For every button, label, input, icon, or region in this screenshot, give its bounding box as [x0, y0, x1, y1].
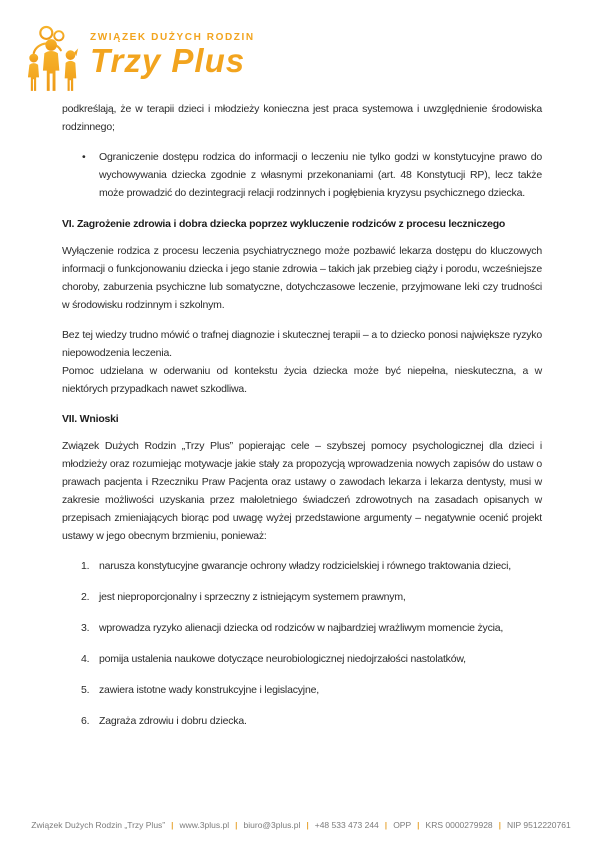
footer-email: biuro@3plus.pl [243, 820, 301, 830]
footer-nip: NIP 9512220761 [507, 820, 571, 830]
bullet-text: Ograniczenie dostępu rodzica do informacji o leczeniu nie tylko godzi w konstytucyjne prawo do wychowywania dziecka zgodnie z własnymi przekonaniami (art. 48 Konstytucji RP), lecz także może prowadzić do dezintegracji relacji rodzinnych i pogłębienia kryzysu psychicznego dziecka. [99, 151, 542, 199]
conclusion-item [62, 681, 542, 699]
footer [0, 820, 602, 830]
footer-separator: | [384, 820, 388, 830]
footer-separator: | [498, 820, 502, 830]
conclusion-number: 6. [81, 715, 90, 727]
logo-brand-name: Trzy Plus [90, 42, 246, 79]
family-silhouette-icon [26, 24, 84, 94]
logo-org-name: ZWIĄZEK DUŻYCH RODZIN [90, 32, 255, 43]
letter-body [62, 100, 542, 743]
conclusion-item [62, 557, 542, 575]
footer-phone: +48 533 473 244 [314, 820, 379, 830]
footer-separator: | [417, 820, 420, 830]
conclusion-text: pomija ustalenia naukowe dotyczące neurobiologicznej niedojrzałości nastolatków, [99, 653, 466, 665]
paragraph-exclusion: Wyłączenie rodzica z procesu leczenia psychiatrycznego może pozbawić lekarza dostępu do kluczowych informacji o funkcjonowaniu dziecka i jego stanie zdrowia – takich jak przebieg ciąży i porodu, wcześniejsze choroby, zaburzenia psychiczne lub somatyczne, dotychczasowe leczenie, przyjmowane leki czy trudności w środowisku rodzinnym i szkolnym. [62, 245, 542, 311]
conclusion-text: zawiera istotne wady konstrukcyjne i legislacyjne, [99, 684, 319, 696]
bullet-item [62, 148, 542, 202]
footer-separator: | [171, 820, 174, 830]
conclusion-text: Zagraża zdrowiu i dobru dziecka. [99, 715, 247, 727]
logo [26, 24, 255, 94]
conclusions-list [62, 557, 542, 730]
footer-opp: OPP [393, 820, 412, 830]
logo-text [90, 24, 255, 79]
conclusion-item [62, 650, 542, 668]
conclusion-number: 2. [81, 591, 90, 603]
conclusion-number: 3. [81, 622, 90, 634]
paragraph-diagnosis: Bez tej wiedzy trudno mówić o trafnej diagnozie i skutecznej terapii – a to dziecko ponosi największe ryzyko niepowodzenia leczenia. [62, 329, 542, 359]
footer-website: www.3plus.pl [179, 820, 230, 830]
conclusion-item [62, 619, 542, 637]
footer-krs: KRS 0000279928 [425, 820, 493, 830]
conclusion-item [62, 588, 542, 606]
conclusion-number: 4. [81, 653, 90, 665]
paragraph-help: Pomoc udzielana w oderwaniu od kontekstu życia dziecka może być niepełna, nieskuteczna, a w niektórych przypadkach nawet szkodliwa. [62, 365, 542, 395]
section-vii-heading: VII. Wnioski [62, 413, 119, 425]
conclusion-text: wprowadza ryzyko alienacji dziecka od rodziców w najbardziej wrażliwym momencie życia, [99, 622, 504, 634]
footer-org-name: Związek Dużych Rodzin „Trzy Plus” [31, 820, 166, 830]
conclusion-number: 5. [81, 684, 90, 696]
conclusion-text: narusza konstytucyjne gwarancje ochrony władzy rodzicielskiej i równego traktowania dzieci, [99, 560, 511, 572]
footer-separator: | [306, 820, 309, 830]
section-vi-heading: VI. Zagrożenie zdrowia i dobra dziecka poprzez wykluczenie rodziców z procesu leczniczego [62, 218, 506, 230]
conclusion-item [62, 712, 542, 730]
bullet-glyph: • [82, 151, 86, 163]
conclusions-intro-paragraph: Związek Dużych Rodzin „Trzy Plus” popierając cele – szybszej pomocy psychologicznej dla dzieci i młodzieży oraz rozumiejąc motywacje jakie stały za propozycją wprowadzenia nowych zapisów do ustaw o prawach pacjenta i Rzeczniku Praw Pacjenta oraz ustawy o zawodach lekarza i lekarza dentysty, musi w zakresie możliwości uzyskania przez małoletniego świadczeń zdrowotnych na zasadach opisanych w przepisach zmieniających biorąc pod uwagę wyżej przedstawione argumenty – negatywnie ocenić projekt ustawy w jego obecnym brzmieniu, ponieważ: [62, 440, 542, 542]
paragraph-group [62, 326, 542, 398]
conclusion-text: jest nieproporcjonalny i sprzeczny z istniejącym systemem prawnym, [99, 591, 406, 603]
footer-separator: | [235, 820, 238, 830]
conclusion-number: 1. [81, 560, 90, 572]
bullet-continuation-paragraph: podkreślają, że w terapii dzieci i młodzieży konieczna jest praca systemowa i uwzględnienie środowiska rodzinnego; [62, 103, 542, 133]
